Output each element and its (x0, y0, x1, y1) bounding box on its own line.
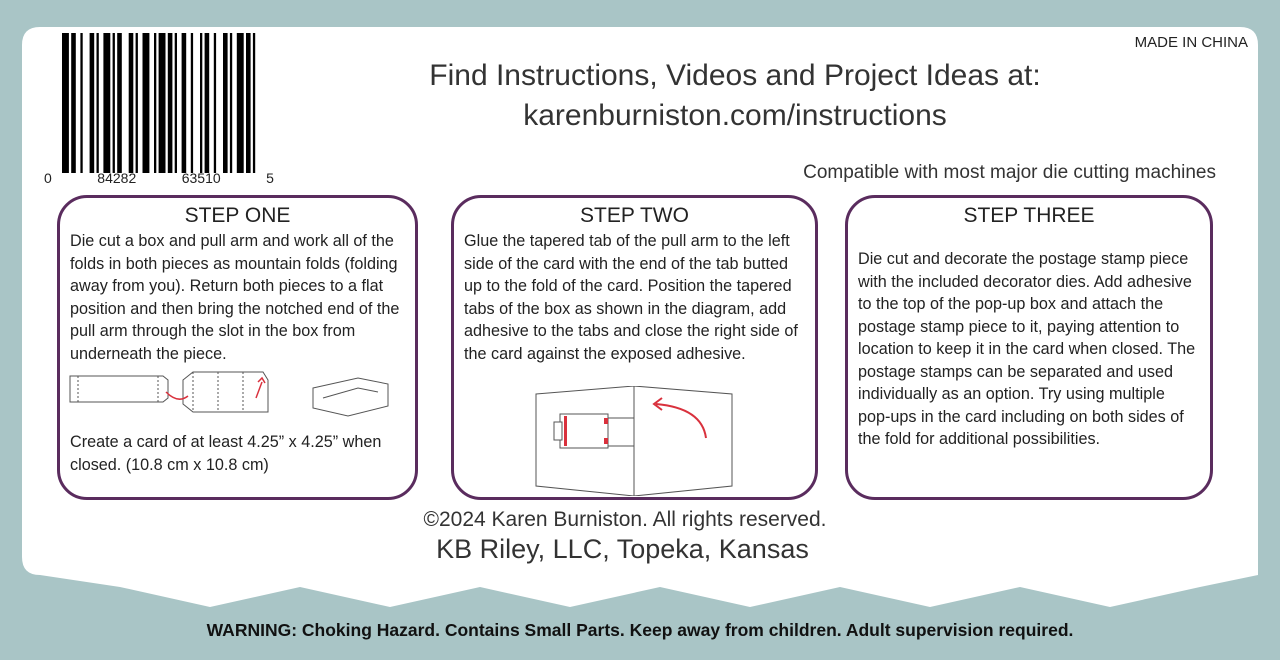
step-text: Die cut and decorate the postage stamp piece with the included decorator dies. Add adhesive to the top of the pop-up box and attach the postage stamp piece to it, paying attention to location to keep it in the card when closed. The postage stamps can be separated and used individually as an option. Try using multiple pop-ups in the card including on both sides of the fold for additional possibilities. (858, 250, 1196, 448)
step-title: STEP TWO (580, 204, 689, 227)
step-one-diagram (68, 368, 408, 428)
headline-line1: Find Instructions, Videos and Project Ideas at: (429, 59, 1041, 92)
step-text: Die cut a box and pull arm and work all of the folds in both pieces as mountain folds (folding away from you). Return both pieces to a flat position and then bring the notched end of the pull arm through the slot in the box from underneath the piece. (70, 232, 400, 363)
step-two-panel (451, 195, 818, 500)
step-one-panel (57, 195, 418, 500)
choking-warning (0, 620, 1280, 641)
headline-url[interactable]: karenburniston.com/instructions (523, 99, 947, 132)
barcode (44, 33, 269, 193)
compatibility-note: Compatible with most major die cutting machines (803, 162, 1216, 183)
step-two-diagram (534, 386, 734, 496)
warning-label: WARNING: (206, 620, 298, 640)
barcode-digits (44, 170, 274, 186)
barcode-digit-2: 84282 (97, 170, 137, 186)
barcode-digit-1: 0 (44, 170, 52, 186)
step-title: STEP ONE (184, 204, 291, 227)
headline (320, 56, 1150, 136)
barcode-digit-4: 5 (266, 170, 274, 186)
barcode-digit-3: 63510 (181, 170, 221, 186)
step-title: STEP THREE (963, 204, 1095, 227)
company-address: KB Riley, LLC, Topeka, Kansas (436, 534, 809, 564)
warning-text: Choking Hazard. Contains Small Parts. Keep away from children. Adult supervision required. (301, 620, 1074, 640)
step-text: Glue the tapered tab of the pull arm to the left side of the card with the end of the tab butted up to the fold of the card. Position the tapered tabs of the box as shown in the diagram, add adhesive to the tabs and close the right side of the card against the exposed adhesive. (464, 232, 798, 363)
made-in-label: MADE IN CHINA (1134, 34, 1248, 51)
copyright: ©2024 Karen Burniston. All rights reserved. (423, 508, 827, 531)
step-three-panel (845, 195, 1213, 500)
step-text-secondary: Create a card of at least 4.25” x 4.25” when closed. (10.8 cm x 10.8 cm) (70, 433, 382, 474)
